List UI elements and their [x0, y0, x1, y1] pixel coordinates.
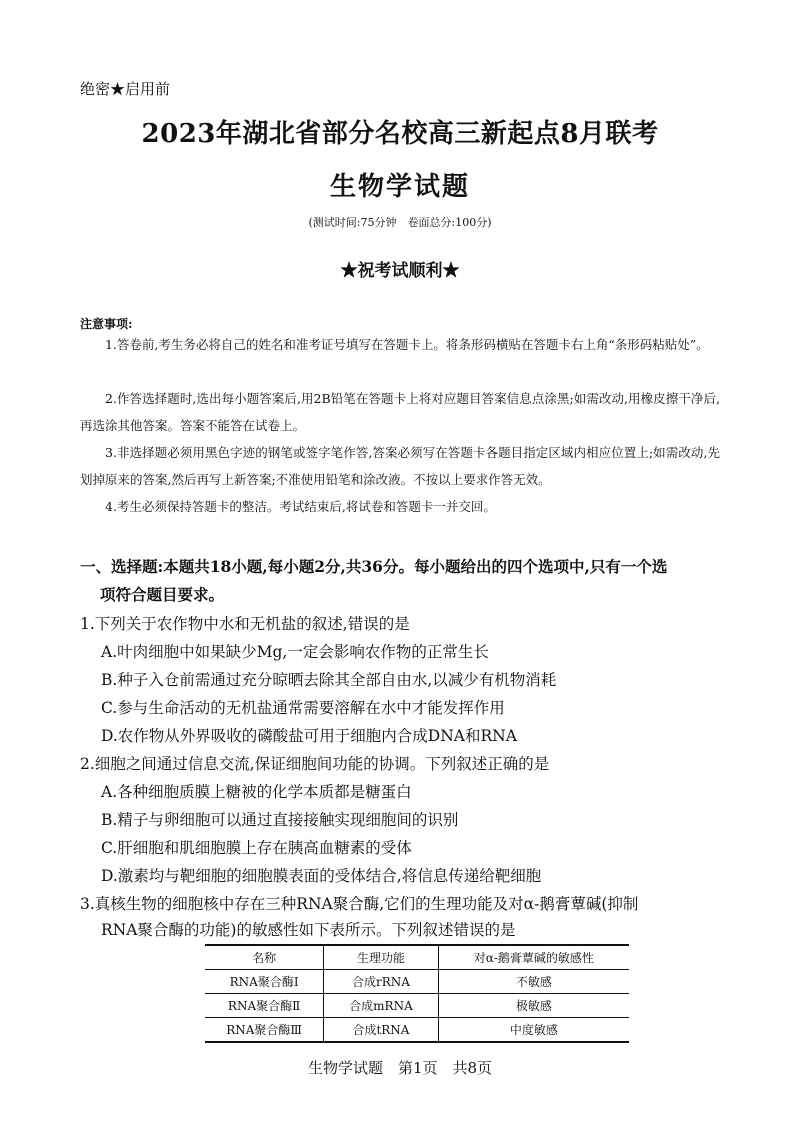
section-heading-line: 项符合题目要求。 [100, 585, 225, 604]
question-stem: 3.真核生物的细胞核中存在三种RNA聚合酶,它们的生理功能及对α-鹅膏蕈碱(抑制 [80, 895, 639, 913]
note-item: 1.答卷前,考生务必将自己的姓名和准考证号填写在答题卡上。将条形码横贴在答题卡右上角“条形码粘贴处”。 [105, 337, 709, 352]
option-b: B.精子与卵细胞可以通过直接接触实现细胞间的识别 [101, 811, 459, 829]
note-item: 3.非选择题必须用黑色字迹的钢笔或签字笔作答,答案必须写在答题卡各题目指定区域内相应位置上;如需改动,先划掉原来的答案,然后再写上新答案;不准使用铅笔和涂改液。不按以上要求作答无效。 [80, 445, 720, 487]
table-header-cell: 名称 [205, 945, 324, 970]
table-header-row [205, 945, 629, 970]
table-cell: RNA聚合酶Ⅰ [205, 970, 324, 994]
option-b: B.种子入仓前需通过充分晾晒去除其全部自由水,以减少有机物消耗 [101, 671, 557, 689]
section-heading-line: 一、选择题:本题共18小题,每小题2分,共36分。每小题给出的四个选项中,只有一个选 [80, 557, 668, 576]
page-footer: 生物学试题 第1页 共8页 [307, 1059, 493, 1077]
note-item: 4.考生必须保持答题卡的整洁。考试结束后,将试卷和答题卡一并交回。 [105, 499, 496, 514]
option-d: D.农作物从外界吸收的磷酸盐可用于细胞内合成DNA和RNA [101, 727, 517, 745]
question-stem-continued: RNA聚合酶的功能)的敏感性如下表所示。下列叙述错误的是 [101, 921, 516, 939]
table-cell: 合成rRNA [324, 970, 438, 994]
option-a: A.叶肉细胞中如果缺少Mg,一定会影响农作物的正常生长 [101, 643, 489, 661]
section-heading [80, 553, 730, 609]
option-d: D.激素均与靶细胞的细胞膜表面的受体结合,将信息传递给靶细胞 [101, 867, 542, 885]
table-header-cell: 对α-鹅膏蕈碱的敏感性 [438, 945, 629, 970]
good-luck-line: ★祝考试顺利★ [340, 261, 460, 281]
table-row [205, 994, 629, 1018]
option-a: A.各种细胞质膜上糖被的化学本质都是糖蛋白 [101, 783, 412, 801]
question-stem: 1.下列关于农作物中水和无机盐的叙述,错误的是 [80, 615, 410, 633]
table-header-cell: 生理功能 [324, 945, 438, 970]
rna-polymerase-table [205, 944, 629, 1043]
table-cell: 极敏感 [438, 994, 629, 1018]
exam-meta: (测试时间:75分钟 卷面总分:100分) [308, 216, 492, 229]
table-cell: 合成tRNA [324, 1018, 438, 1043]
table-cell: RNA聚合酶Ⅱ [205, 994, 324, 1018]
table-cell: 合成mRNA [324, 994, 438, 1018]
subject-title: 生物学试题 [329, 172, 470, 202]
table-cell: RNA聚合酶Ⅲ [205, 1018, 324, 1043]
table-cell: 中度敏感 [438, 1018, 629, 1043]
exam-title: 2023年湖北省部分名校高三新起点8月联考 [141, 119, 659, 149]
question-stem: 2.细胞之间通过信息交流,保证细胞间功能的协调。下列叙述正确的是 [80, 755, 550, 773]
table-cell: 不敏感 [438, 970, 629, 994]
option-c: C.肝细胞和肌细胞膜上存在胰高血糖素的受体 [101, 839, 412, 857]
option-c: C.参与生命活动的无机盐通常需要溶解在水中才能发挥作用 [101, 699, 505, 717]
notes-title: 注意事项: [80, 317, 133, 331]
confidential-mark: 绝密★启用前 [80, 80, 171, 98]
note-item: 2.作答选择题时,选出每小题答案后,用2B铅笔在答题卡上将对应题目答案信息点涂黑;如需改动,用橡皮擦干净后,再选涂其他答案。答案不能答在试卷上。 [80, 391, 720, 433]
table-row [205, 970, 629, 994]
table-row [205, 1018, 629, 1043]
